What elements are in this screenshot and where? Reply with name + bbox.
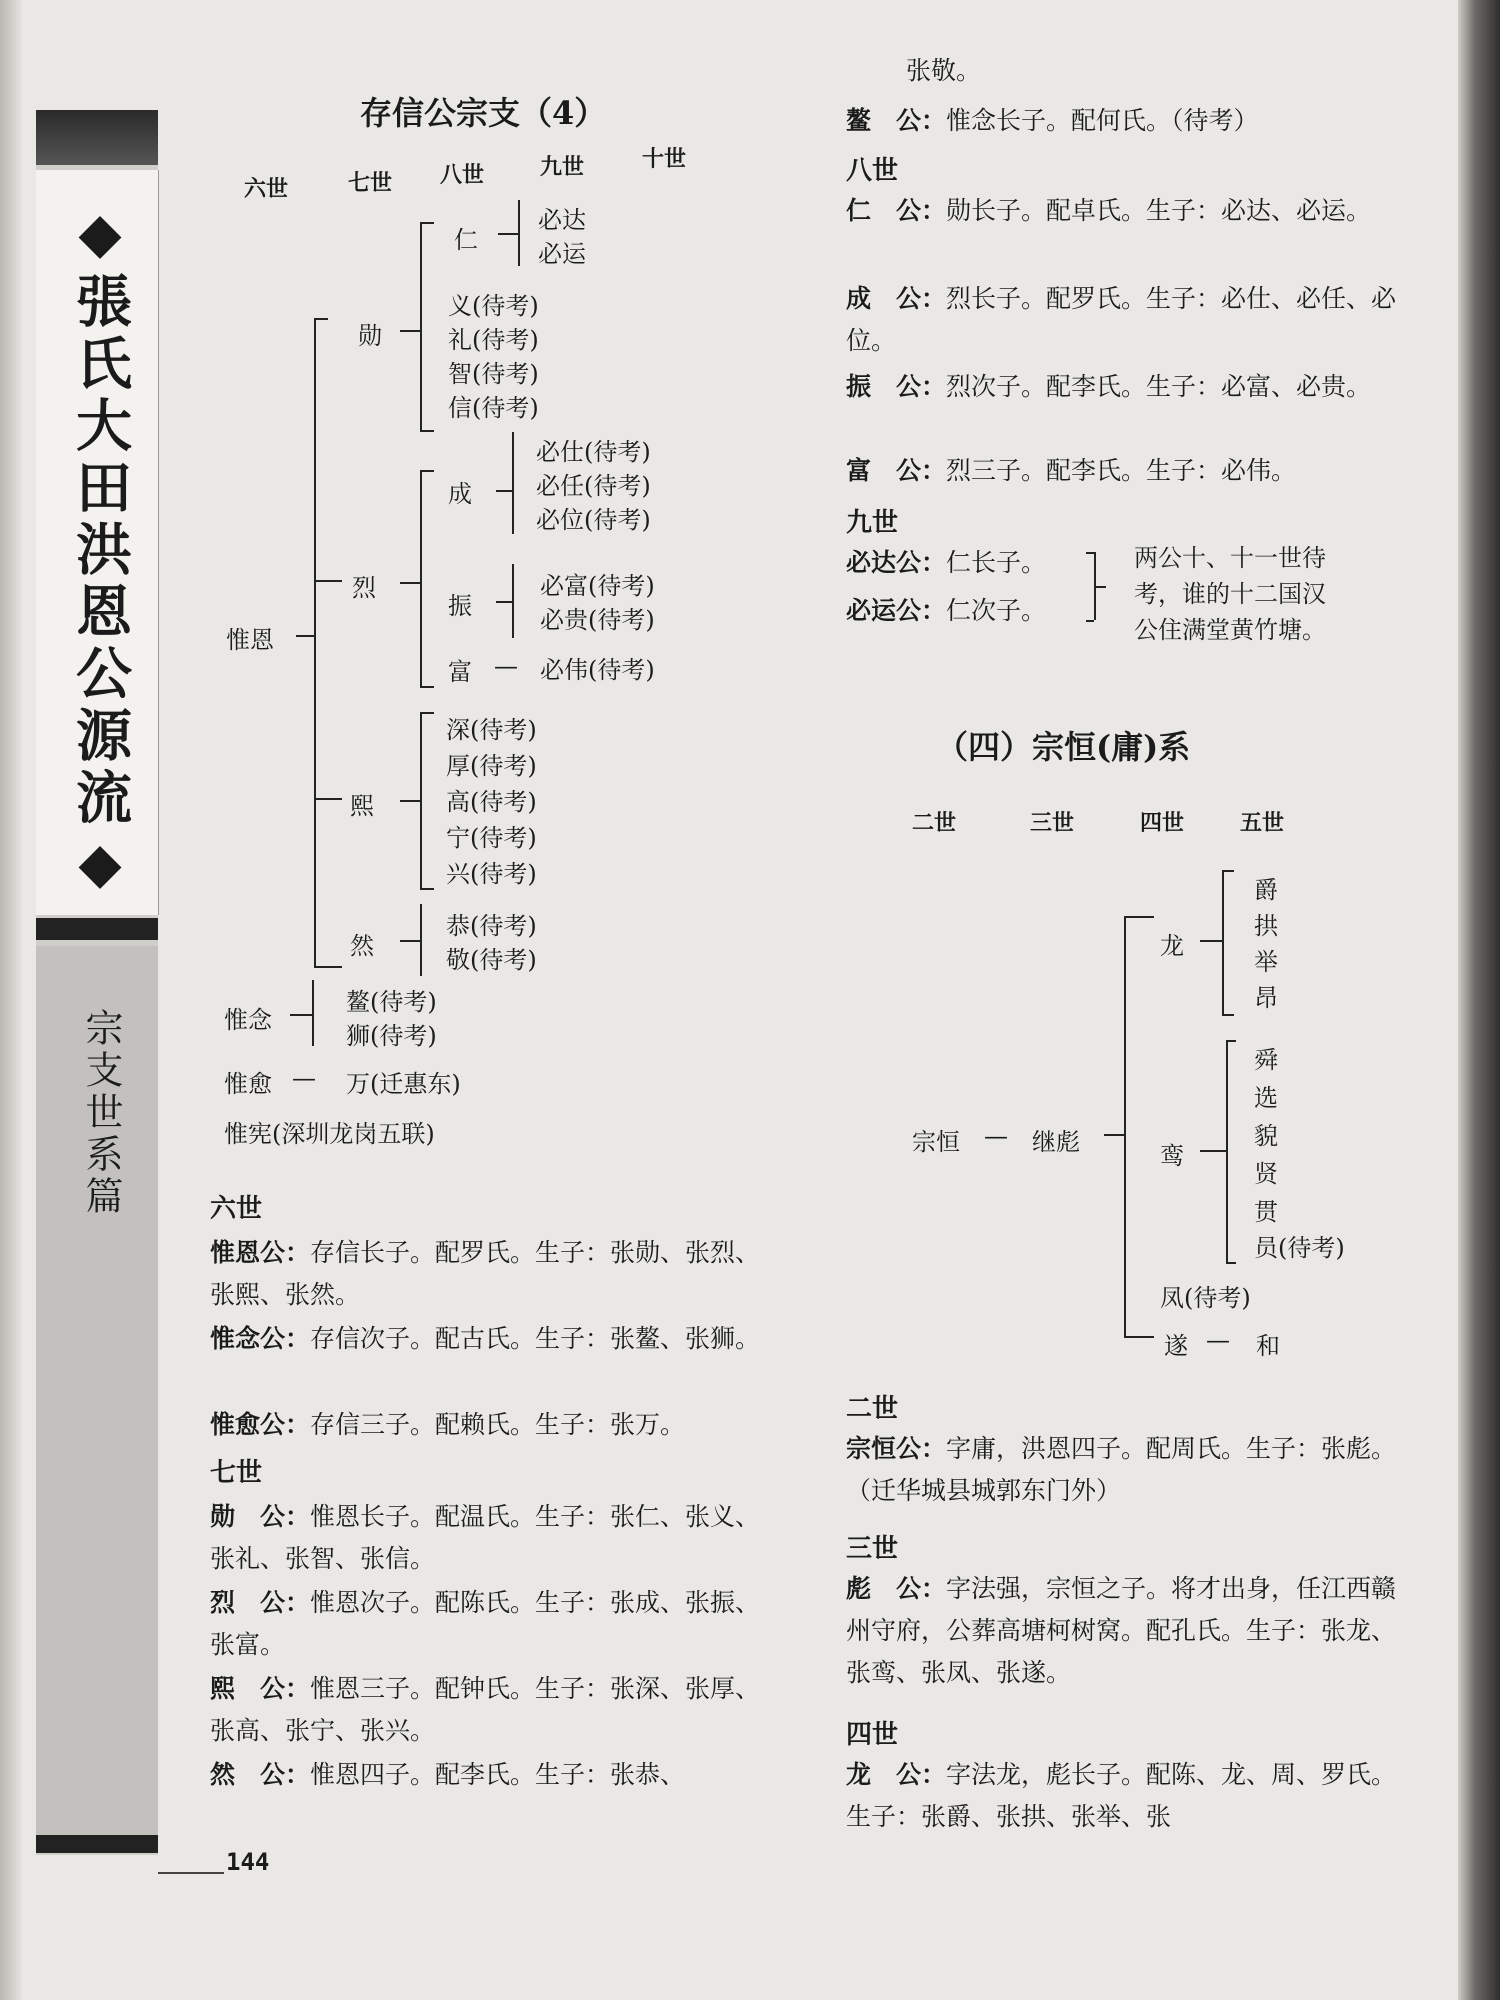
tree-node: 选 [1254,1084,1278,1112]
entry-name: 成 公： [846,284,947,313]
section-title: 宗支世系篇 [79,1008,123,1218]
entry [846,542,1046,584]
entry-name: 然 公： [210,1760,311,1789]
tree-line [1226,1040,1228,1262]
entry-name: 必达公： [846,548,947,577]
tree-node: 然 [350,932,374,960]
note-line: 考，谁的十二国汉 [1134,580,1326,608]
page-edge [1458,0,1500,2000]
entry-text: 字法龙，彪长子。配陈、龙、周、罗氏。生子：张爵、张拱、张举、张 [846,1760,1397,1831]
generation-heading: 二世 [846,1394,899,1424]
tree-line [1104,1134,1124,1136]
tree-line [1200,1150,1226,1152]
entry [846,278,1406,362]
entry [846,590,1046,632]
entry-name: 富 公： [846,456,947,485]
generation-heading: 九世 [846,508,899,538]
entry-name: 烈 公： [210,1588,311,1617]
tree-node: 爵 [1254,876,1278,904]
note-line: 公住满堂黄竹塘。 [1134,616,1326,644]
tree-line [314,798,342,800]
tree-line [420,430,434,432]
entry-name: 惟念公： [210,1324,311,1353]
entry-name: 宗恒公： [846,1434,947,1463]
entry-text: 字法强，宗恒之子。将才出身，任江西赣州守府，公葬高塘柯树窝。配孔氏。生子：张龙、张鸾、张凤、张遂。 [846,1574,1397,1687]
sidebar-divider [36,918,158,940]
tree-line [512,432,514,534]
tree-node: 惟宪(深圳龙岗五联) [224,1120,435,1148]
tree-node: 兴(待考) [446,860,537,888]
tree-node: 遂 [1164,1332,1188,1360]
tree-node: 礼(待考) [448,326,539,354]
tree-line [400,940,420,942]
sidebar-bottom-bar [36,1835,158,1853]
entry-text: 存信三子。配赖氏。生子：张万。 [310,1410,686,1439]
tree-node: 狮(待考) [346,1022,437,1050]
sidebar-section-panel [36,946,158,1846]
tree-line [314,318,328,320]
tree-line [400,330,420,332]
tree-line [420,904,422,976]
tree-line [1226,1262,1236,1264]
bracket-line [1094,586,1106,588]
bracket-line [1086,620,1094,622]
tree-line [496,490,512,492]
tree-line [420,470,422,686]
generation-heading: 四世 [846,1720,899,1750]
entry-name: 熙 公： [210,1674,311,1703]
entry-text: 烈次子。配李氏。生子：必富、必贵。 [946,372,1372,401]
tree-line [1124,1336,1154,1338]
tree-node: 仁 [454,226,478,254]
tree-line [400,582,420,584]
entry-name: 鳌 公： [846,106,947,135]
bracket-line [1086,552,1094,554]
gen-header: 六世 [244,176,289,202]
tree-node: 万(迁惠东) [346,1070,461,1098]
gen-header: 四世 [1140,810,1185,836]
sidebar-top-bar [36,110,158,165]
tree-connector: — [1206,1326,1230,1354]
generation-heading: 六世 [210,1194,263,1224]
tree-line [314,580,342,582]
entry-name: 惟恩公： [210,1238,311,1267]
entry [210,1404,770,1446]
page-number-rule [158,1872,224,1874]
entry [210,1582,770,1666]
entry-text: 仁长子。 [946,548,1047,577]
tree-node: 振 [448,592,472,620]
tree-node: 贯 [1254,1198,1278,1226]
tree-line [312,980,314,1046]
tree-line [400,800,420,802]
tree-node: 举 [1254,948,1278,976]
book-title: ◆張氏大田洪恩公源流◆ [67,200,133,902]
entry [846,190,1406,232]
section-title-2: （四）宗恒(庸)系 [936,728,1191,766]
tree-node: 信(待考) [448,394,539,422]
entry-text: 惟恩四子。配李氏。生子：张恭、 [310,1760,686,1789]
tree-node: 高(待考) [446,788,537,816]
tree-line [420,712,422,888]
entry [210,1754,770,1796]
tree-line [1226,1040,1236,1042]
tree-node: 和 [1256,1332,1280,1360]
tree-node: 员(待考) [1254,1234,1345,1262]
entry-name: 惟愈公： [210,1410,311,1439]
tree-node: 鸾 [1160,1142,1184,1170]
tree-node: 舜 [1254,1046,1278,1074]
entry [846,100,1386,142]
entry [846,450,1406,492]
sidebar-title-panel [36,170,159,915]
continued-line: 张敬。 [906,56,982,85]
tree-node: 惟恩 [226,626,274,654]
tree-node: 宗恒 [912,1128,960,1156]
entry-text: 勋长子。配卓氏。生子：必达、必运。 [946,196,1372,225]
entry [210,1668,770,1752]
tree-node: 宁(待考) [446,824,537,852]
tree-line [1124,916,1154,918]
tree-line [420,470,434,472]
tree-node: 拱 [1254,912,1278,940]
tree-connector: — [984,1122,1008,1150]
sidebar [36,110,158,1855]
tree-node: 成 [448,480,472,508]
tree-node: 必富(待考) [540,572,655,600]
entry-name: 龙 公： [846,1760,947,1789]
spine-shadow [0,0,22,2000]
entry-text: 惟恩长子。配温氏。生子：张仁、张义、张礼、张智、张信。 [210,1502,761,1573]
entry-text: 惟念长子。配何氏。（待考） [946,106,1259,135]
tree-line [420,686,434,688]
tree-line [314,966,342,968]
tree-node: 凤(待考) [1160,1284,1251,1312]
tree-line [314,318,316,966]
tree-node: 必仕(待考) [536,438,651,466]
tree-node: 龙 [1160,932,1184,960]
tree-line [1222,870,1234,872]
tree-node: 深(待考) [446,716,537,744]
gen-header: 二世 [912,810,957,836]
gen-header: 七世 [348,170,393,196]
tree-line [296,635,314,637]
tree-line [1200,940,1222,942]
tree-node: 必伟(待考) [540,656,655,684]
generation-heading: 三世 [846,1534,899,1564]
tree-line [518,200,520,266]
entry-text: 烈三子。配李氏。生子：必伟。 [946,456,1297,485]
entry [846,366,1406,408]
entry [846,1568,1406,1694]
tree-line [420,222,422,430]
tree-line [420,888,434,890]
entry-name: 必运公： [846,596,947,625]
tree-node: 必任(待考) [536,472,651,500]
tree-node: 勋 [358,322,382,350]
tree-node: 厚(待考) [446,752,537,780]
entry [846,1754,1406,1838]
entry-text: 烈长子。配罗氏。生子：必仕、必任、必位。 [846,284,1397,355]
gen-header: 三世 [1030,810,1075,836]
tree-line [420,222,434,224]
tree-node: 貌 [1254,1122,1278,1150]
entry [210,1496,770,1580]
tree-node: 必运 [538,240,586,268]
generation-heading: 八世 [846,156,899,186]
generation-heading: 七世 [210,1458,263,1488]
tree-node: 必达 [538,206,586,234]
tree-line [496,601,512,603]
tree-line [1124,916,1126,1336]
tree-node: 昂 [1254,984,1278,1012]
tree-node: 恭(待考) [446,912,537,940]
tree-line [512,564,514,638]
entry-text: 仁次子。 [946,596,1047,625]
tree-node: 烈 [352,574,376,602]
entry-name: 勋 公： [210,1502,311,1531]
tree-line [1222,870,1224,1014]
tree-node: 继彪 [1032,1128,1080,1156]
tree-line [290,1014,312,1016]
tree-node: 敬(待考) [446,946,537,974]
gen-header: 八世 [440,162,485,188]
entry-text: 存信次子。配古氏。生子：张鳌、张狮。 [310,1324,761,1353]
tree-node: 贤 [1254,1160,1278,1188]
tree-connector: — [494,652,518,680]
tree-node: 惟念 [224,1006,272,1034]
entry-text: 惟恩次子。配陈氏。生子：张成、张振、张富。 [210,1588,761,1659]
tree-node: 义(待考) [448,292,539,320]
tree-connector: — [292,1064,316,1092]
gen-header: 十世 [642,146,687,172]
entry-text: 字庸，洪恩四子。配周氏。生子：张彪。（迁华城县城郭东门外） [846,1434,1397,1505]
entry [846,1428,1406,1512]
tree-node: 必位(待考) [536,506,651,534]
tree-line [420,712,434,714]
tree-node: 熙 [350,792,374,820]
gen-header: 九世 [540,154,585,180]
entry [210,1318,770,1360]
page-number: 144 [226,1848,270,1876]
tree-node: 富 [448,658,472,686]
entry-text: 存信长子。配罗氏。生子：张勋、张烈、张熙、张然。 [210,1238,761,1309]
tree-node: 智(待考) [448,360,539,388]
entry-name: 彪 公： [846,1574,947,1603]
tree-node: 惟愈 [224,1070,272,1098]
gen-header: 五世 [1240,810,1285,836]
tree-line [1222,1014,1234,1016]
left-title: 存信公宗支（4） [360,94,607,132]
entry-name: 仁 公： [846,196,947,225]
tree-line [498,233,518,235]
tree-node: 鳌(待考) [346,988,437,1016]
entry-text: 惟恩三子。配钟氏。生子：张深、张厚、张高、张宁、张兴。 [210,1674,761,1745]
entry [210,1232,770,1316]
entry-name: 振 公： [846,372,947,401]
tree-node: 必贵(待考) [540,606,655,634]
note-line: 两公十、十一世待 [1134,544,1326,572]
